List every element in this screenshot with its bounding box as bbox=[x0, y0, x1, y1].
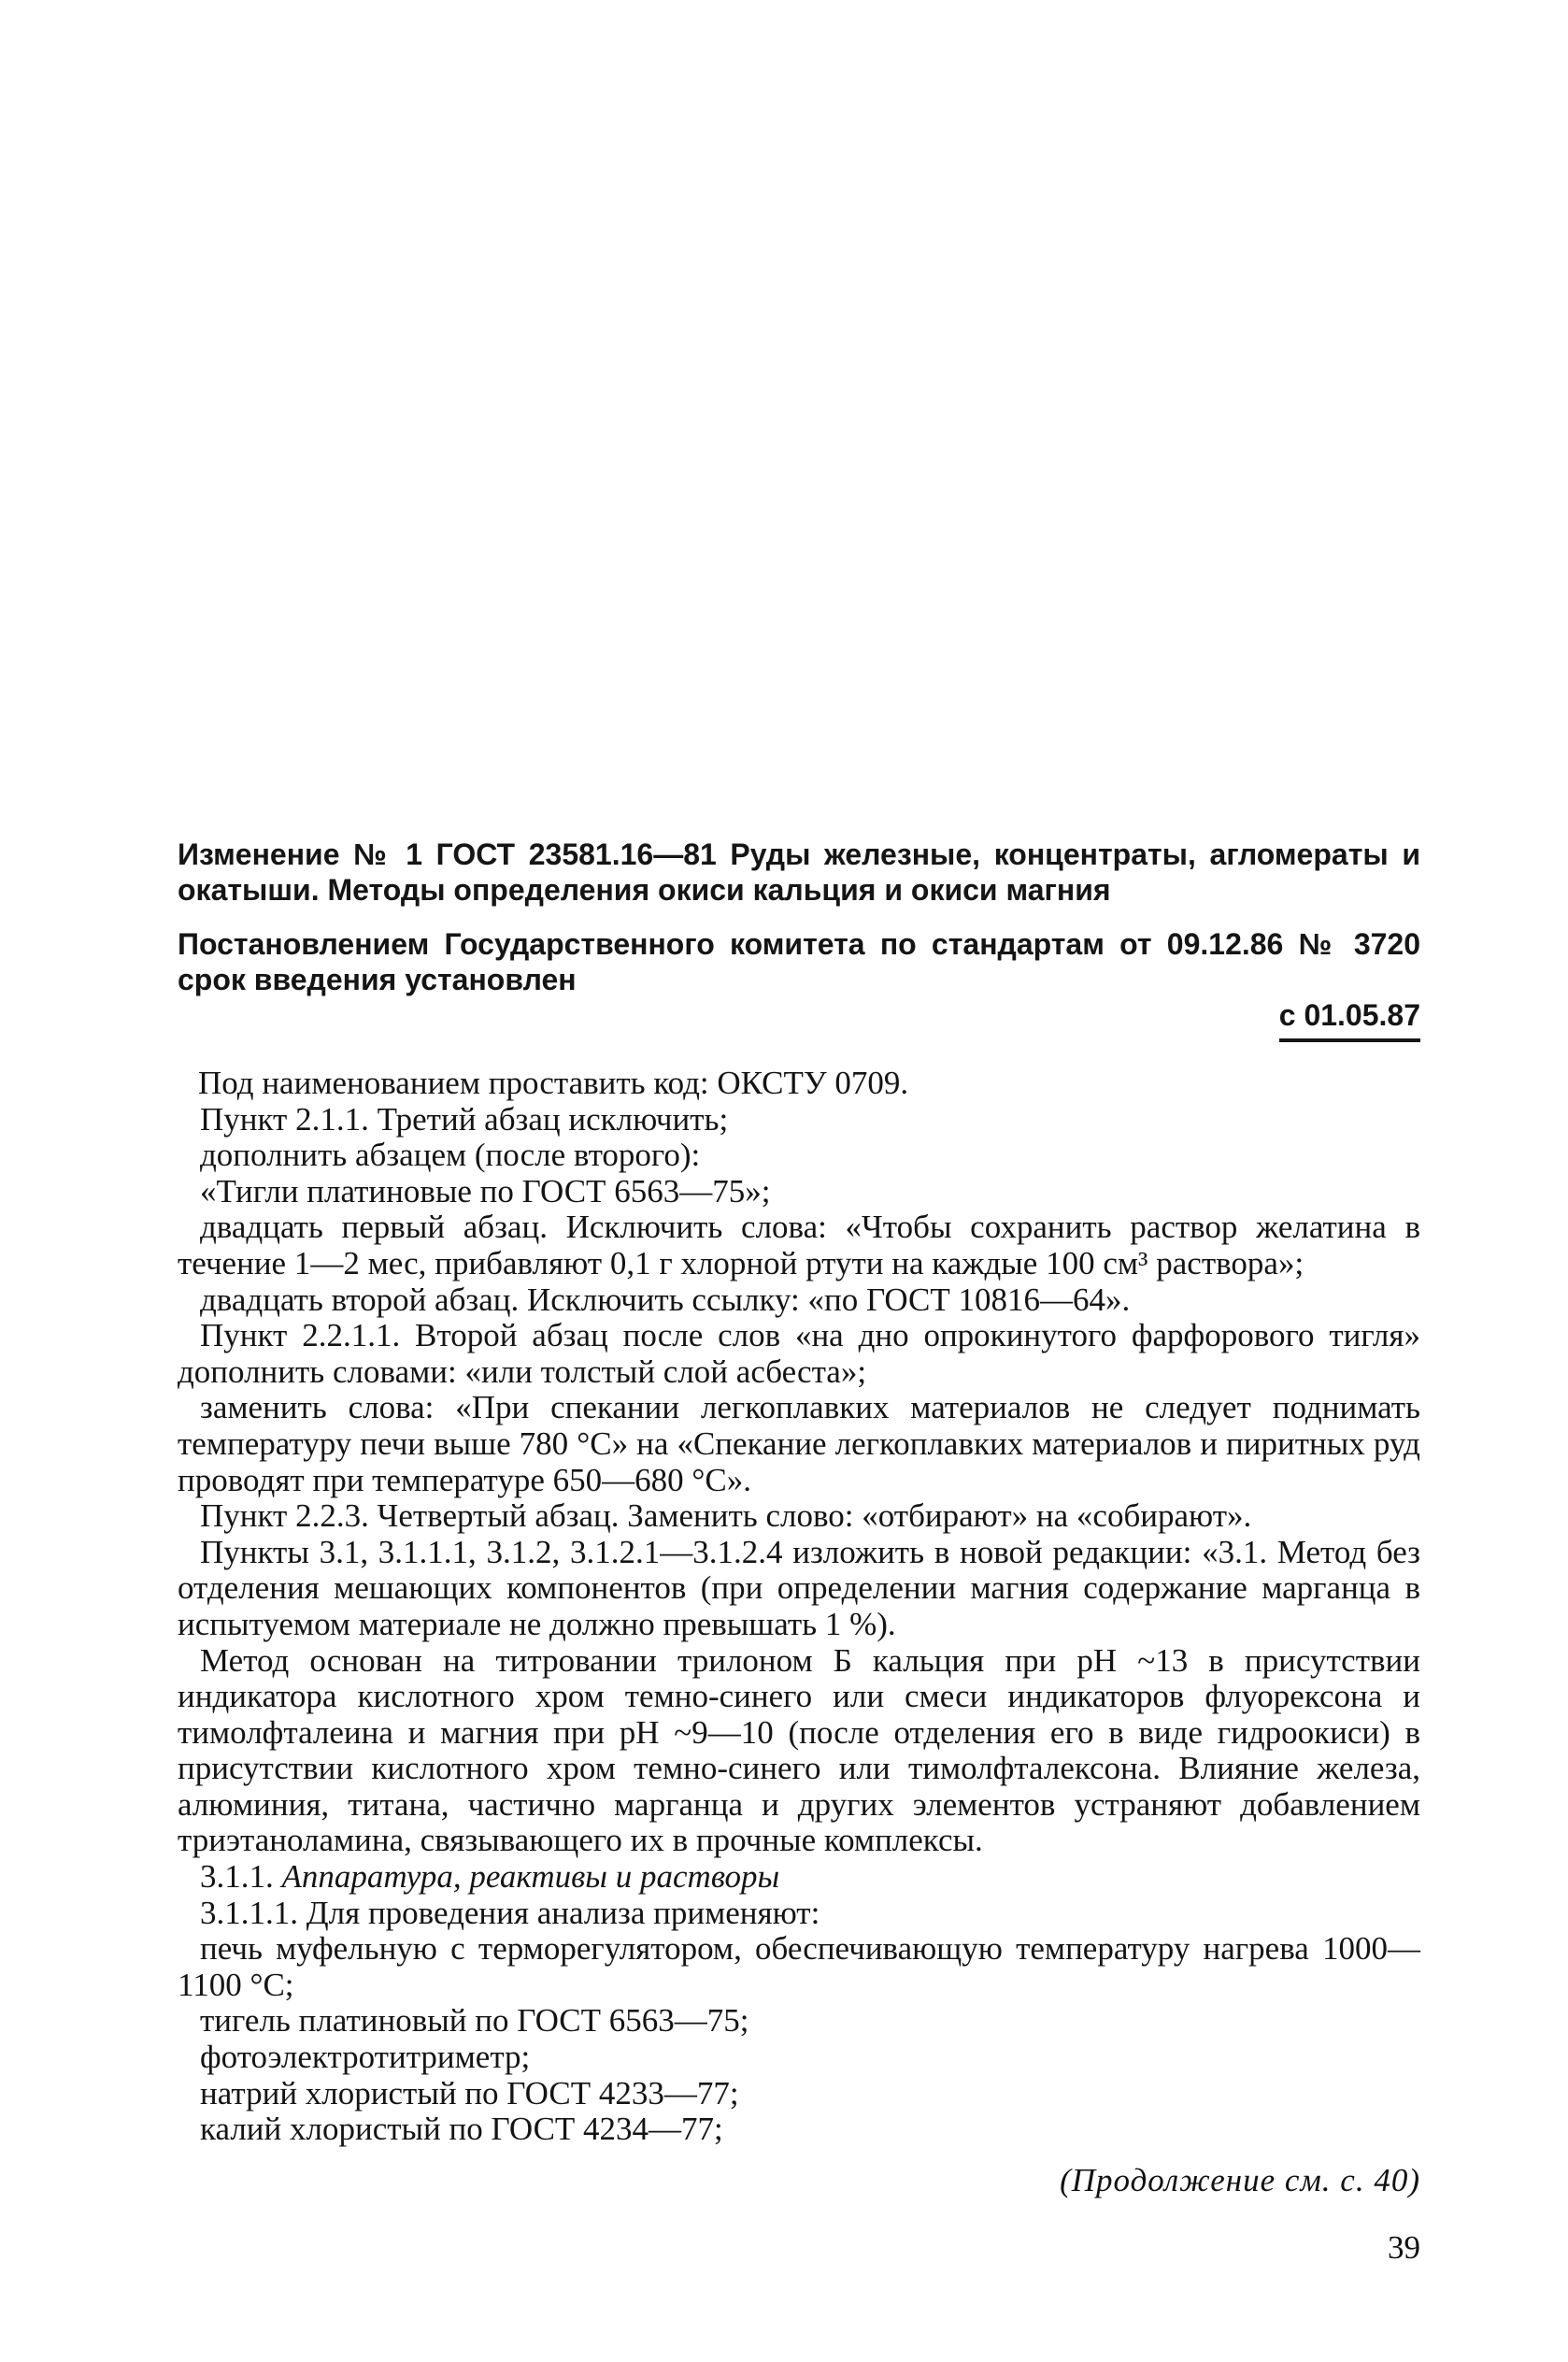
paragraph: «Тигли платиновые по ГОСТ 6563—75»; bbox=[200, 1172, 771, 1210]
list-item: тигель платиновый по ГОСТ 6563—75; bbox=[200, 2002, 749, 2040]
list-item: калий хлористый по ГОСТ 4234—77; bbox=[200, 2111, 723, 2148]
effective-date: с 01.05.87 bbox=[1279, 997, 1420, 1042]
list-item: фотоэлектротитриметр; bbox=[200, 2039, 531, 2076]
paragraph: Метод основан на титровании трилоном Б кальция при рН ~13 в присутствии индикатора кислотного хром темно-синего или смеси индикаторов флуорексона и тимолфталеина и магния при рН ~9—10 (после отделения его в виде гидроокиси) в присутствии кислотного хром темно-синего или тимолфталексона. Влияние железа, алюминия, титана, частично марганца и других элементов устраняют добавлением триэтаноламина, связывающего их в прочные комплексы. bbox=[178, 1641, 1420, 1859]
effective-date-row bbox=[178, 997, 1420, 1042]
paragraph: Под наименованием проставить код: ОКСТУ 0709. bbox=[198, 1065, 909, 1101]
page-number: 39 bbox=[1388, 2229, 1420, 2266]
section-title: Аппаратура, реактивы и растворы bbox=[281, 1858, 780, 1896]
document-body bbox=[178, 1066, 1420, 2148]
paragraph: заменить слова: «При спекании легкоплавких материалов не следует поднимать температуру печи выше 780 °С» на «Спекание легкоплавких материалов и пиритных руд проводят при температуре 650—680 °С». bbox=[178, 1389, 1420, 1498]
list-item: натрий хлористый по ГОСТ 4233—77; bbox=[200, 2074, 739, 2111]
continuation-note: (Продолжение см. с. 40) bbox=[1060, 2162, 1420, 2198]
paragraph: Пункт 2.2.1.1. Второй абзац после слов «на дно опрокинутого фарфорового тигля» дополнить словами: «или толстый слой асбеста»; bbox=[178, 1317, 1420, 1390]
paragraph: двадцать первый абзац. Исключить слова: «Чтобы сохранить раствор желатина в течение 1—2 мес, прибавляют 0,1 г хлорной ртути на каждые 100 см³ раствора»; bbox=[178, 1209, 1420, 1281]
document-header bbox=[178, 837, 1420, 1042]
amendment-title: Изменение № 1 ГОСТ 23581.16—81 Руды железные, концентраты, агломераты и окатыши. Методы определения окиси кальция и окиси магния bbox=[178, 837, 1420, 907]
section-heading bbox=[178, 1859, 1420, 1896]
section-number: 3.1.1. bbox=[200, 1858, 274, 1896]
paragraph: дополнить абзацем (после второго): bbox=[200, 1137, 701, 1174]
paragraph: 3.1.1.1. Для проведения анализа применяют: bbox=[200, 1894, 820, 1931]
paragraph: двадцать второй абзац. Исключить ссылку: «по ГОСТ 10816—64». bbox=[200, 1281, 1131, 1318]
paragraph: Пункты 3.1, 3.1.1.1, 3.1.2, 3.1.2.1—3.1.2.4 изложить в новой редакции: «3.1. Метод без отделения мешающих компонентов (при определении магния содержание марганца в испытуемом материале не должно превышать 1 %). bbox=[178, 1533, 1420, 1642]
paragraph: Пункт 2.1.1. Третий абзац исключить; bbox=[200, 1100, 729, 1138]
decree-text: Постановлением Государственного комитета по стандартам от 09.12.86 № 3720 срок введения установлен bbox=[178, 927, 1420, 996]
paragraph: печь муфельную с терморегулятором, обеспечивающую температуру нагрева 1000—1100 °С; bbox=[178, 1930, 1420, 2003]
paragraph: Пункт 2.2.3. Четвертый абзац. Заменить слово: «отбирают» на «собирают». bbox=[200, 1497, 1252, 1535]
